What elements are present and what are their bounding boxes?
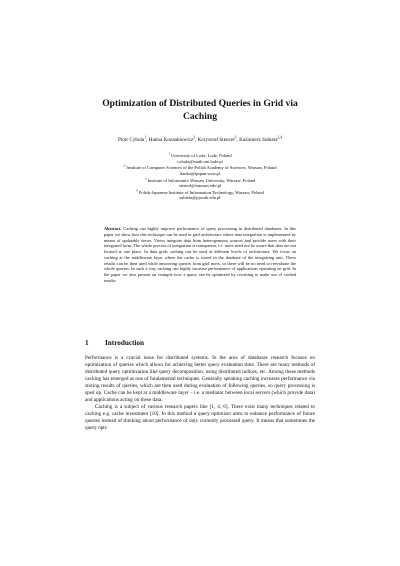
affiliation-sup: 3	[144, 176, 147, 181]
affiliation-sup: 2	[123, 163, 126, 168]
affiliation-sup: 1	[168, 151, 171, 156]
affiliation-name: University of Lodz, Lodz, Poland	[171, 153, 232, 158]
author-sup: 3	[234, 135, 237, 140]
title-line-1: Optimization of Distributed Queries in Grid via	[102, 98, 298, 109]
affiliation-list	[55, 153, 345, 202]
affiliation	[55, 165, 345, 176]
paragraph: Performance is a crucial issue for distributed systems. In the area of databases research focuses on optimization of queries which allows for achieving better query evaluation time. There are many methods of distributed query optimization like query decomposition, using distributed indices, etc. Among these methods caching has emerged as one of fundamental techniques. Generally speaking caching increases performance via storing results of queries, which are then used during evaluation of following queries, so query processing is sped up. Cache can be kept at a middleware layer – i.e. a mediator between local servers (which provide data) and applications acting on these data.	[85, 355, 315, 404]
author-name: Krzysztof Stencel	[197, 137, 235, 143]
author	[198, 137, 237, 143]
author-sup: 2	[193, 135, 196, 140]
affiliation-email: subieta@pjwstk.edu.pl	[179, 195, 221, 201]
affiliation	[55, 153, 345, 164]
author-name: Kazimierz Subieta	[239, 137, 278, 143]
title-line-2: Caching	[182, 110, 218, 122]
affiliation-name: Institute of Computer Sciences of the Polish Academy of Sciences, Warsaw, Poland	[126, 165, 277, 171]
abstract	[104, 226, 296, 284]
author	[239, 137, 282, 143]
author-sup: 2,4	[277, 135, 283, 140]
affiliation-name: Polish-Japanese Institute of Information Technology, Warsaw, Poland	[138, 189, 264, 195]
author-name: Piotr Cybula	[117, 137, 145, 143]
section-title: Introduction	[105, 339, 145, 347]
author-sup: 1	[144, 135, 147, 140]
affiliation-email: cybula@math.uni.lodz.pl	[177, 158, 223, 164]
affiliation	[55, 178, 345, 189]
author	[149, 137, 195, 143]
abstract-label: Abstract.	[104, 226, 122, 231]
section-number: 1	[85, 339, 89, 347]
affiliation-sup: 4	[136, 188, 138, 193]
author	[118, 137, 146, 143]
affiliation	[55, 190, 345, 201]
affiliation-email: hanka@ipipan.waw.pl	[179, 170, 221, 176]
paragraph: Caching is a subject of various research papers like [1, 4, 6]. There exist many techniques related to caching e.g. cache investment [10]. In this method a query optimizer aims to enhance performance of future queries instead of thinking about performance of only currently processed query. It means that sometimes the query opti-	[85, 404, 315, 432]
author-name: Hanna Kozankiewicz	[148, 137, 194, 143]
section-heading	[85, 339, 315, 348]
paper-title	[90, 98, 310, 123]
author-list: Piotr Cybula$^1$, Hanna Kozankiewicz$^2$, Krzysztof Stencel$^3$, Kazimierz Subieta$^{2,4}$	[117, 135, 283, 143]
affiliation-email: stencel@mimuw.edu.pl	[178, 183, 222, 189]
affiliation-name: Institute of Informatics Warsaw University, Warsaw, Poland	[147, 177, 256, 183]
body-text	[85, 355, 315, 433]
abstract-text: Caching can highly improve performance of query processing in distributed databases. In this paper we show how this technique can be used in grid architecture where data integration is implemented by means of updatable views. Views integrate data from heterogeneous sources and provide users with their integrated form. The whole process of integration is transparent, i.e. users need not be aware that data are not located at one place. In data grids caching can be used at different levels of architecture. We focus on caching at the middleware layer where the cache is stored in the database of the integrating unit. These results can be then used while answering queries from grid users, so there will be no need to reevaluate the whole queries. In such a way caching can highly increase performance of applications operating on grid. In the paper we also present an example how a query can be optimized by rewriting to make use of cached results.	[104, 226, 296, 283]
